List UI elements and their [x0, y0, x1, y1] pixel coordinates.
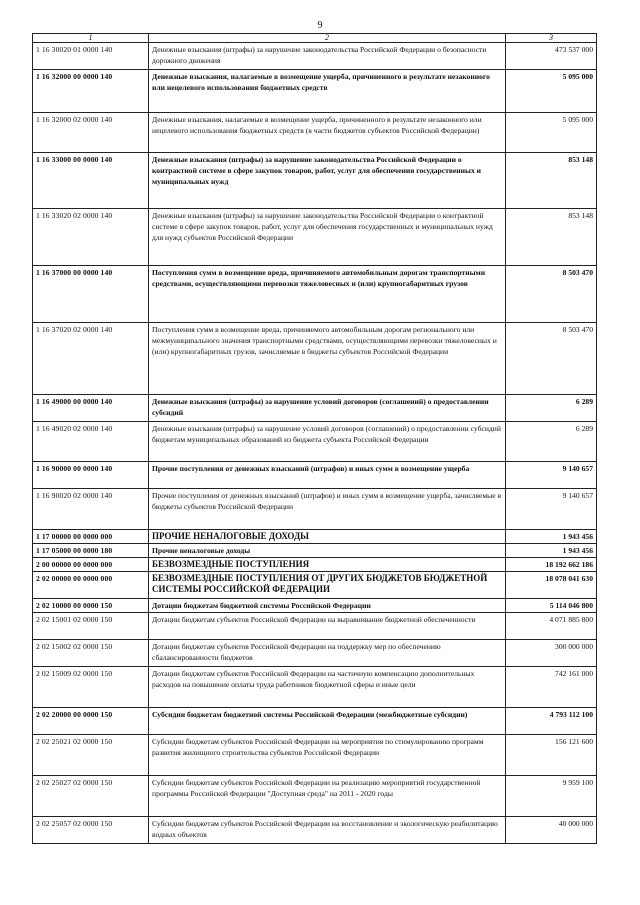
- row-name: Денежные взыскания (штрафы) за нарушение условий договоров (соглашений) о предоставлении субсидий бюджетам муниципальных образований из бюджета субъекта Российской Федерации: [149, 422, 506, 462]
- row-name: Денежные взыскания, налагаемые в возмещение ущерба, причиненного в результате незаконного или нецелевого использования бюджетных средств: [149, 70, 506, 113]
- row-name: БЕЗВОЗМЕЗДНЫЕ ПОСТУПЛЕНИЯ ОТ ДРУГИХ БЮДЖЕТОВ БЮДЖЕТНОЙ СИСТЕМЫ РОССИЙСКОЙ ФЕДЕРАЦИИ: [149, 572, 506, 599]
- row-name: ПРОЧИЕ НЕНАЛОГОВЫЕ ДОХОДЫ: [149, 530, 506, 544]
- table-row: [33, 530, 597, 544]
- table-row: [33, 776, 597, 817]
- row-amount: 4 071 885 800: [506, 613, 597, 640]
- table-row: [33, 667, 597, 708]
- row-amount: 300 000 000: [506, 640, 597, 667]
- table-row: [33, 640, 597, 667]
- row-amount: 6 289: [506, 395, 597, 422]
- row-amount: 9 959 100: [506, 776, 597, 817]
- table-row: [33, 395, 597, 422]
- table-row: [33, 266, 597, 323]
- row-code: 2 02 10000 00 0000 150: [33, 599, 149, 613]
- row-amount: 9 140 657: [506, 489, 597, 530]
- table-row: [33, 489, 597, 530]
- column-header-code: 1: [33, 34, 149, 43]
- row-amount: 8 503 470: [506, 266, 597, 323]
- row-code: 2 02 20000 00 0000 150: [33, 708, 149, 735]
- row-amount: 18 078 041 630: [506, 572, 597, 599]
- row-amount: 6 289: [506, 422, 597, 462]
- table-row: [33, 113, 597, 153]
- row-amount: 5 114 046 800: [506, 599, 597, 613]
- row-name: Денежные взыскания (штрафы) за нарушение законодательства Российской Федерации о безопасности дорожного движения: [149, 43, 506, 70]
- row-name: Субсидии бюджетам субъектов Российской Федерации на восстановление и экологическую реабилитацию водных объектов: [149, 817, 506, 844]
- row-code: 2 02 15009 02 0000 150: [33, 667, 149, 708]
- row-code: 2 02 15002 02 0000 150: [33, 640, 149, 667]
- row-name: Денежные взыскания (штрафы) за нарушение условий договоров (соглашений) о предоставлении субсидий: [149, 395, 506, 422]
- row-code: 1 16 90000 00 0000 140: [33, 462, 149, 489]
- row-name: Поступления сумм в возмещение вреда, причиняемого автомобильным дорогам регионального или межмуниципального значения транспортными средствами, осуществляющими перевозки тяжеловесных и (или) крупногабаритных грузов, зачисляемые в бюджеты субъектов Российской Федерации: [149, 323, 506, 395]
- table-row: [33, 323, 597, 395]
- table-row: [33, 153, 597, 209]
- row-amount: 9 140 657: [506, 462, 597, 489]
- row-code: 1 17 00000 00 0000 000: [33, 530, 149, 544]
- row-amount: 156 121 600: [506, 735, 597, 776]
- table-row: [33, 708, 597, 735]
- row-amount: 1 943 456: [506, 530, 597, 544]
- row-code: 1 16 37000 00 0000 140: [33, 266, 149, 323]
- row-name: Денежные взыскания (штрафы) за нарушение законодательства Российской Федерации о контрактной системе в сфере закупок товаров, работ, услуг для обеспечения государственных и муниципальных нужд для нужд субъектов Российской Федерации: [149, 209, 506, 266]
- row-code: 1 16 33000 00 0000 140: [33, 153, 149, 209]
- row-amount: 5 095 000: [506, 113, 597, 153]
- table-row: [33, 544, 597, 558]
- row-name: Субсидии бюджетам субъектов Российской Федерации на реализацию мероприятий государственной программы Российской Федерации "Доступная среда" на 2011 - 2020 годы: [149, 776, 506, 817]
- row-code: 1 16 32000 00 0000 140: [33, 70, 149, 113]
- table-row: [33, 462, 597, 489]
- row-name: Субсидии бюджетам бюджетной системы Российской Федерации (межбюджетные субсидии): [149, 708, 506, 735]
- row-amount: 5 095 000: [506, 70, 597, 113]
- row-amount: 853 148: [506, 153, 597, 209]
- row-name: Прочие поступления от денежных взысканий (штрафов) и иных сумм в возмещение ущерба, зачисляемые в бюджеты субъектов Российской Федерации: [149, 489, 506, 530]
- row-code: 1 16 33020 02 0000 140: [33, 209, 149, 266]
- row-name: Дотации бюджетам субъектов Российской Федерации на частичную компенсацию дополнительных расходов на повышение оплаты труда работников бюджетной сферы и иные цели: [149, 667, 506, 708]
- row-name: Денежные взыскания (штрафы) за нарушение законодательства Российской Федерации о контрактной системе в сфере закупок товаров, работ, услуг для обеспечения государственных и муниципальных нужд: [149, 153, 506, 209]
- row-amount: 1 943 456: [506, 544, 597, 558]
- budget-table: [32, 33, 597, 844]
- budget-table-container: [32, 33, 597, 844]
- row-code: 1 16 90020 02 0000 140: [33, 489, 149, 530]
- row-name: Дотации бюджетам субъектов Российской Федерации на выравнивание бюджетной обеспеченности: [149, 613, 506, 640]
- row-name: Денежные взыскания, налагаемые в возмещение ущерба, причиненного в результате незаконного или нецелевого использования бюджетных средств (в части бюджетов субъектов Российской Федерации): [149, 113, 506, 153]
- row-amount: 4 793 112 100: [506, 708, 597, 735]
- table-row: [33, 209, 597, 266]
- table-row: [33, 599, 597, 613]
- row-name: Дотации бюджетам субъектов Российской Федерации на поддержку мер по обеспечению сбалансированности бюджетов: [149, 640, 506, 667]
- column-header-row: [33, 34, 597, 43]
- row-amount: 18 192 662 186: [506, 558, 597, 572]
- row-code: 2 02 15001 02 0000 150: [33, 613, 149, 640]
- row-name: Прочие неналоговые доходы: [149, 544, 506, 558]
- row-name: БЕЗВОЗМЕЗДНЫЕ ПОСТУПЛЕНИЯ: [149, 558, 506, 572]
- table-row: [33, 613, 597, 640]
- row-code: 2 00 00000 00 0000 000: [33, 558, 149, 572]
- row-amount: 473 537 000: [506, 43, 597, 70]
- budget-table-body: [33, 34, 597, 844]
- row-amount: 40 000 000: [506, 817, 597, 844]
- row-code: 2 02 25057 02 0000 150: [33, 817, 149, 844]
- row-code: 1 16 32000 02 0000 140: [33, 113, 149, 153]
- row-amount: 742 161 000: [506, 667, 597, 708]
- table-row: [33, 70, 597, 113]
- row-code: 1 16 49000 00 0000 140: [33, 395, 149, 422]
- row-code: 1 16 37020 02 0000 140: [33, 323, 149, 395]
- row-code: 2 02 25027 02 0000 150: [33, 776, 149, 817]
- table-row: [33, 572, 597, 599]
- row-code: 1 17 05000 00 0000 180: [33, 544, 149, 558]
- table-row: [33, 43, 597, 70]
- row-code: 1 16 30020 01 0000 140: [33, 43, 149, 70]
- column-header-name: 2: [149, 34, 506, 43]
- row-amount: 8 503 470: [506, 323, 597, 395]
- table-row: [33, 735, 597, 776]
- row-code: 2 02 00000 00 0000 000: [33, 572, 149, 599]
- page-number: 9: [317, 20, 323, 31]
- row-amount: 853 148: [506, 209, 597, 266]
- row-code: 1 16 49020 02 0000 140: [33, 422, 149, 462]
- row-name: Дотации бюджетам бюджетной системы Российской Федерации: [149, 599, 506, 613]
- table-row: [33, 817, 597, 844]
- row-code: 2 02 25021 02 0000 150: [33, 735, 149, 776]
- row-name: Прочие поступления от денежных взысканий (штрафов) и иных сумм в возмещение ущерба: [149, 462, 506, 489]
- row-name: Поступления сумм в возмещение вреда, причиняемого автомобильным дорогам транспортными средствами, осуществляющими перевозки тяжеловесных и (или) крупногабаритных грузов: [149, 266, 506, 323]
- table-row: [33, 558, 597, 572]
- row-name: Субсидии бюджетам субъектов Российской Федерации на мероприятия по стимулированию программ развития жилищного строительства субъектов Российской Федерации: [149, 735, 506, 776]
- column-header-amount: 3: [506, 34, 597, 43]
- table-row: [33, 422, 597, 462]
